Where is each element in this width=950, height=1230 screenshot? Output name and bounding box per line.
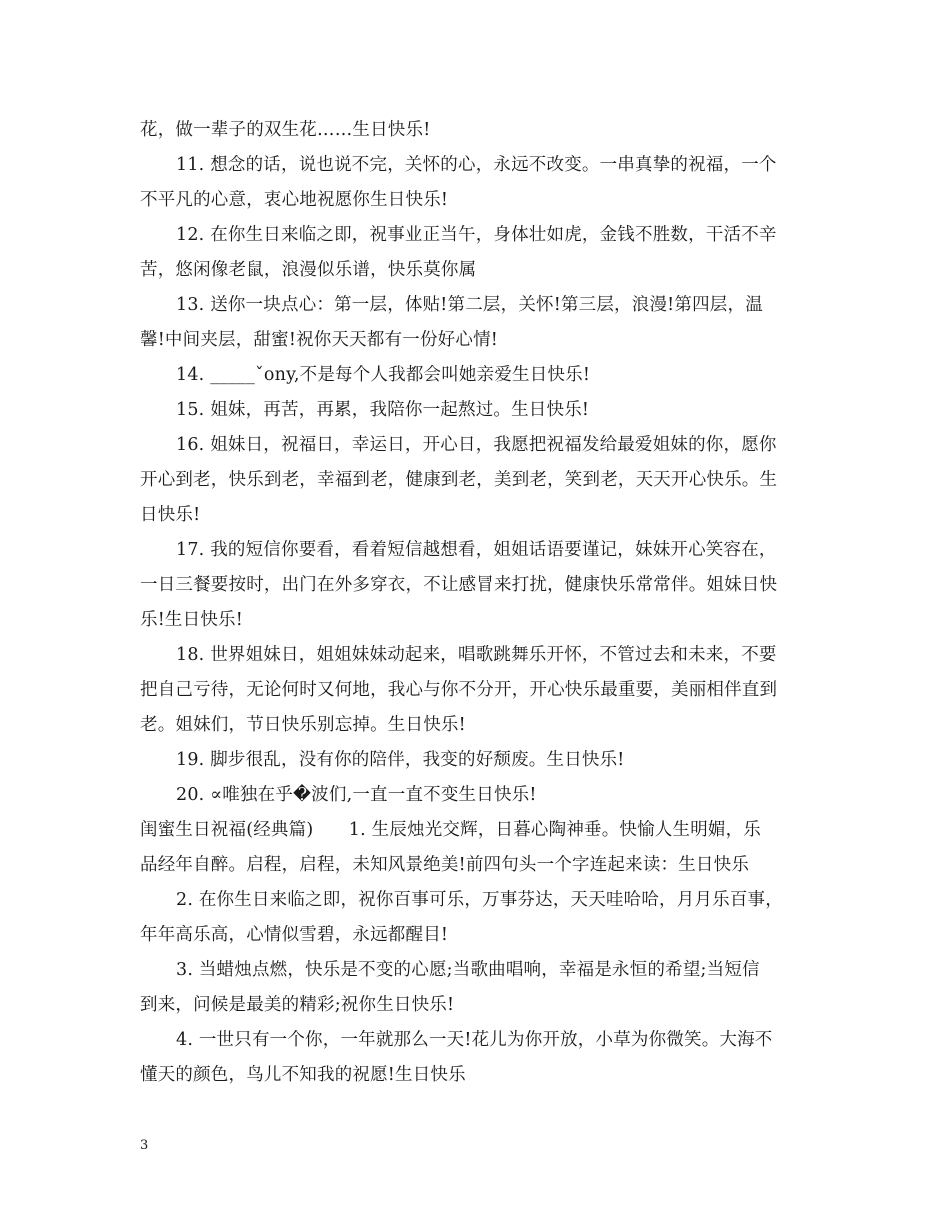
text-line: 2. 在你生日来临之即，祝你百事可乐，万事芬达，天天哇哈哈，月月乐百事， [176, 890, 783, 910]
text-line: 4. 一世只有一个你，一年就那么一天!花儿为你开放，小草为你微笑。大海不 [176, 1030, 773, 1050]
text-line: 16. 姐妹日，祝福日，幸运日，开心日，我愿把祝福发给最爱姐妹的你，愿你 [176, 435, 777, 455]
text-line: 3. 当蜡烛点燃，快乐是不变的心愿;当歌曲唱响，幸福是永恒的希望;当短信 [176, 960, 760, 980]
text-line: 日快乐! [140, 505, 201, 525]
text-line: 花，做一辈子的双生花……生日快乐! [140, 120, 431, 140]
text-line: 年年高乐高，心情似雪碧，永远都醒目! [140, 925, 449, 945]
text-line: 乐!生日快乐! [140, 610, 243, 630]
text-line: 17. 我的短信你要看，看着短信越想看，姐姐话语要谨记，妹妹开心笑容在， [176, 540, 777, 560]
text-line: 12. 在你生日来临之即，祝事业正当午，身体壮如虎，金钱不胜数，干活不辛 [176, 225, 777, 245]
text-line: 开心到老，快乐到老，幸福到老，健康到老，美到老，笑到老，天天开心快乐。生 [140, 470, 778, 490]
section-heading-line: 闺蜜生日祝福(经典篇) 1. 生辰烛光交辉，日暮心陶神垂。快愉人生明媚，乐 [140, 820, 762, 840]
text-line: 18. 世界姐妹日，姐姐妹妹动起来，唱歌跳舞乐开怀，不管过去和未来，不要 [176, 645, 777, 665]
text-line: 13. 送你一块点心：第一层，体贴!第二层，关怀!第三层，浪漫!第四层，温 [176, 295, 763, 315]
text-line: 馨!中间夹层，甜蜜!祝你天天都有一份好心情! [140, 330, 498, 350]
text-line: 不平凡的心意，衷心地祝愿你生日快乐! [140, 190, 449, 210]
text-line: 一日三餐要按时，出门在外多穿衣，不让感冒来打扰，健康快乐常常伴。姐妹日快 [140, 575, 778, 595]
text-line: 把自己亏待，无论何时又何地，我心与你不分开，开心快乐最重要，美丽相伴直到 [140, 680, 778, 700]
text-line: 品经年自醉。启程，启程，未知风景绝美!前四句头一个字连起来读：生日快乐 [140, 855, 750, 875]
text-line: 懂天的颜色，鸟儿不知我的祝愿!生日快乐 [140, 1065, 466, 1085]
text-line: 11. 想念的话，说也说不完，关怀的心，永远不改变。一串真挚的祝福，一个 [176, 155, 777, 175]
text-line: 老。姐妹们，节日快乐别忘掉。生日快乐! [140, 715, 466, 735]
text-line: 19. 脚步很乱，没有你的陪伴，我变的好颓废。生日快乐! [176, 750, 625, 770]
text-line: 苦，悠闲像老鼠，浪漫似乐谱，快乐莫你属 [140, 260, 477, 280]
text-line: 20. ∝唯独在乎�波们,一直一直不变生日快乐! [176, 785, 537, 805]
text-line: 14. _____ˇony,不是每个人我都会叫她亲爱生日快乐! [176, 365, 591, 385]
page-number: 3 [140, 1138, 149, 1153]
text-line: 15. 姐妹，再苦，再累，我陪你一起熬过。生日快乐! [176, 400, 590, 420]
text-line: 到来，问候是最美的精彩;祝你生日快乐! [140, 995, 455, 1015]
